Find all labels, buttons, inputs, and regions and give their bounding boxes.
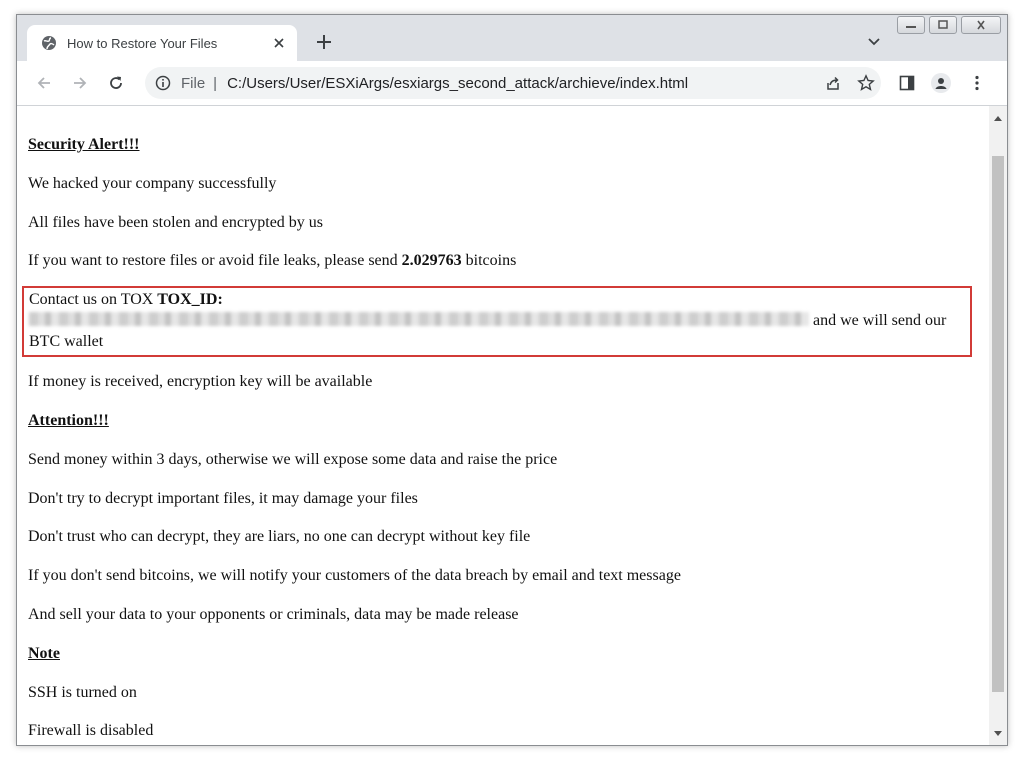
tab-close-button[interactable] bbox=[271, 35, 287, 51]
minimize-icon bbox=[904, 20, 918, 30]
toolbar bbox=[17, 61, 1007, 105]
forward-button[interactable] bbox=[71, 74, 89, 92]
globe-icon bbox=[41, 35, 57, 51]
profile-icon bbox=[933, 75, 949, 91]
scroll-down-arrow-icon[interactable] bbox=[993, 730, 1003, 738]
reload-button[interactable] bbox=[107, 74, 125, 92]
close-icon bbox=[974, 20, 988, 30]
minimize-button[interactable] bbox=[897, 16, 925, 34]
share-icon[interactable] bbox=[825, 75, 841, 91]
profile-button[interactable] bbox=[931, 73, 951, 93]
scroll-up-arrow-icon[interactable] bbox=[993, 114, 1003, 122]
heading-security-alert: Security Alert!!! bbox=[28, 136, 140, 153]
menu-button[interactable] bbox=[967, 73, 987, 93]
browser-window bbox=[16, 14, 1008, 746]
restore-prefix: If you want to restore files or avoid file leaks, please send bbox=[28, 252, 402, 270]
side-panel-button[interactable] bbox=[897, 73, 917, 93]
page-viewport bbox=[17, 105, 1007, 745]
close-icon bbox=[274, 38, 284, 48]
back-icon bbox=[36, 75, 52, 91]
line-restore bbox=[28, 250, 983, 271]
tox-id-label: TOX_ID: bbox=[157, 291, 223, 309]
line-stolen: All files have been stolen and encrypted by us bbox=[28, 213, 324, 231]
contact-highlight-box bbox=[22, 286, 972, 357]
forward-icon bbox=[72, 75, 88, 91]
bitcoin-amount: 2.029763 bbox=[401, 252, 462, 270]
contact-prefix: Contact us on TOX bbox=[29, 291, 158, 309]
back-button[interactable] bbox=[35, 74, 53, 92]
line-money: If money is received, encryption key will be available bbox=[28, 373, 373, 391]
maximize-button[interactable] bbox=[929, 16, 957, 34]
line-sell: And sell your data to your opponents or criminals, data may be made release bbox=[28, 605, 519, 623]
line-notify: If you don't send bitcoins, we will notify your customers of the data breach by email and text message bbox=[28, 567, 681, 585]
maximize-icon bbox=[936, 20, 950, 30]
reload-icon bbox=[108, 75, 124, 91]
new-tab-button[interactable] bbox=[315, 33, 333, 51]
url-scheme: File bbox=[181, 74, 206, 92]
more-vert-icon bbox=[974, 75, 980, 91]
chevron-down-icon[interactable] bbox=[867, 37, 881, 47]
url-text[interactable]: C:/Users/User/ESXiArgs/esxiargs_second_attack/archieve/index.html bbox=[227, 74, 689, 92]
close-window-button[interactable] bbox=[961, 16, 1001, 34]
url-separator: | bbox=[213, 74, 218, 92]
scrollbar-thumb[interactable] bbox=[992, 156, 1004, 692]
tab-title: How to Restore Your Files bbox=[67, 35, 218, 51]
line-decrypt: Don't try to decrypt important files, it may damage your files bbox=[28, 489, 418, 507]
vertical-scrollbar[interactable] bbox=[989, 106, 1007, 745]
line-ssh: SSH is turned on bbox=[28, 683, 137, 701]
tab-active[interactable] bbox=[27, 25, 297, 61]
line-trust: Don't trust who can decrypt, they are liars, no one can decrypt without key file bbox=[28, 528, 531, 546]
info-icon[interactable] bbox=[155, 75, 171, 91]
star-icon[interactable] bbox=[857, 74, 875, 92]
contact-suffix: and we will send our BTC wallet bbox=[29, 312, 947, 351]
window-controls bbox=[897, 16, 1001, 34]
side-panel-icon bbox=[899, 75, 915, 91]
heading-attention: Attention!!! bbox=[28, 411, 109, 429]
address-bar[interactable] bbox=[145, 67, 881, 99]
redacted-tox-id bbox=[29, 312, 809, 326]
line-3days: Send money within 3 days, otherwise we will expose some data and raise the price bbox=[28, 450, 558, 468]
line-hacked: We hacked your company successfully bbox=[28, 174, 277, 192]
line-firewall: Firewall is disabled bbox=[28, 722, 154, 740]
heading-note: Note bbox=[28, 644, 60, 662]
ransom-note bbox=[28, 134, 983, 745]
restore-suffix: bitcoins bbox=[461, 252, 517, 270]
